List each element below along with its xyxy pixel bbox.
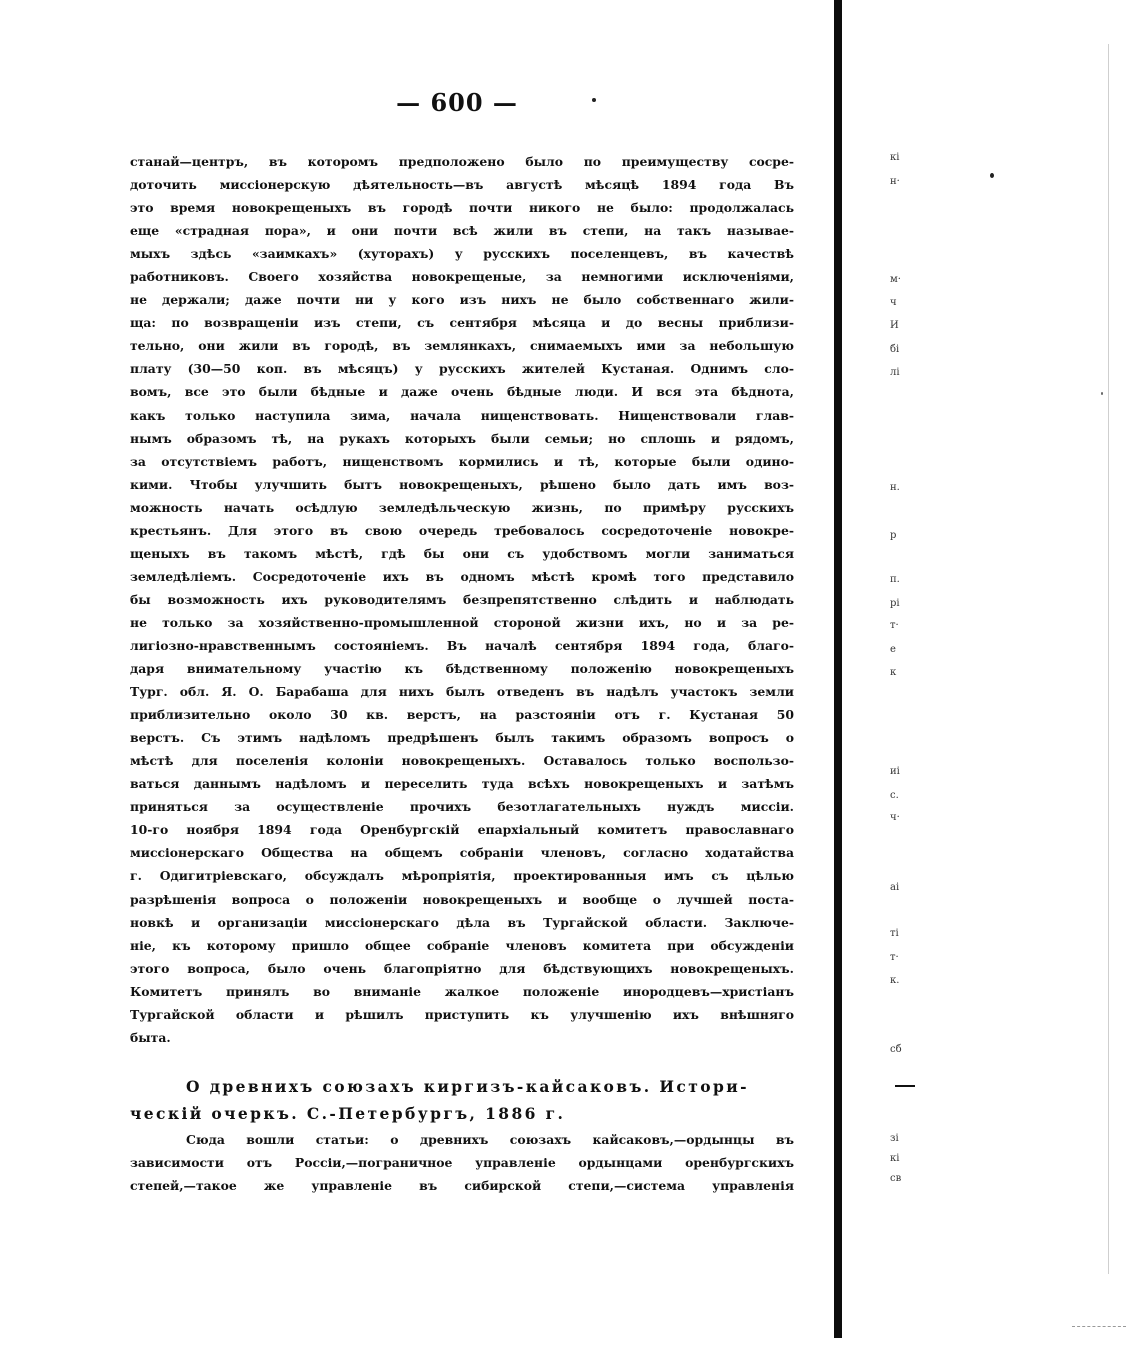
text-line: мыхъ здѣсь «заимкахъ» (хуторахъ) у русскихъ поселенцевъ, въ качествѣ [130, 246, 794, 262]
text-line: плату (30—50 коп. въ мѣсяцъ) у русскихъ жителей Кустаная. Однимъ сло- [130, 361, 794, 377]
text-line: разрѣшенія вопроса о положеніи новокрещеныхъ и вообще о лучшей поста- [130, 891, 794, 907]
text-line: земледѣліемъ. Сосредоточеніе ихъ въ одномъ мѣстѣ кромѣ того представило [130, 568, 794, 584]
text-line: Тург. обл. Я. О. Барабаша для нихъ былъ отведенъ въ надѣлъ участокъ земли [130, 684, 794, 700]
facing-fragment: е [890, 644, 896, 655]
text-line: щеныхъ въ такомъ мѣстѣ, гдѣ бы они съ удобствомъ могли заниматься [130, 545, 794, 561]
facing-page-dash [895, 1085, 915, 1087]
facing-fragment: бі [890, 344, 900, 355]
facing-fragment: лі [890, 367, 900, 378]
facing-fragment: т· [890, 952, 899, 963]
text-line: доточить миссіонерскую дѣятельность—въ августѣ мѣсяцѣ 1894 года Въ [130, 177, 794, 193]
facing-page-edge [1108, 44, 1109, 1274]
entry-title [130, 1073, 794, 1127]
text-line: приняться за осуществленіе прочихъ безотлагательныхъ нуждъ миссіи. [130, 799, 794, 815]
facing-fragment: т· [890, 620, 899, 631]
text-line: какъ только наступила зима, начала нищенствовать. Нищенствовали глав- [130, 407, 794, 423]
text-line: быта. [130, 1029, 171, 1045]
text-line: этого вопроса, было очень благопріятно для бѣдствующихъ новокрещеныхъ. [130, 960, 794, 976]
page-edge-mark [1072, 1326, 1126, 1328]
text-line: г. Одигитріевскаго, обсуждалъ мѣропріятія, проектированныя имъ съ цѣлью [130, 868, 794, 884]
text-line: степей,—такое же управленіе въ сибирской степи,—система управленія [130, 1178, 794, 1194]
facing-fragment: кі [890, 152, 900, 163]
facing-fragment: сб [890, 1044, 902, 1055]
text-line: это время новокрещеныхъ въ городѣ почти никого не было: продолжалась [130, 200, 794, 216]
facing-fragment: ч· [890, 812, 900, 823]
facing-fragment: н· [890, 176, 900, 187]
facing-fragment: ті [890, 928, 899, 939]
facing-fragment: с. [890, 790, 899, 801]
text-line: новкѣ и организаціи миссіонерскаго дѣла въ Тургайской области. Заключе- [130, 914, 794, 930]
ink-speck [1101, 392, 1103, 395]
facing-fragment: И [890, 320, 899, 331]
text-line: приблизительно около 30 кв. верстъ, на разстояніи отъ г. Кустаная 50 [130, 707, 794, 723]
ink-speck [990, 173, 994, 178]
text-line: Сюда вошли статьи: о древнихъ союзахъ кайсаковъ,—ордынцы въ [186, 1132, 794, 1147]
text-line: станай—центръ, въ которомъ предположено было по преимуществу сосре- [130, 154, 794, 169]
facing-fragment: м· [890, 274, 901, 285]
facing-page-fragments [890, 0, 950, 1361]
text-line: за отсутствіемъ работъ, нищенствомъ кормились и тѣ, которые были одино- [130, 453, 794, 469]
text-line: тельно, они жили въ городѣ, въ землянкахъ, снимаемыхъ ими за небольшую [130, 338, 794, 354]
text-line: кими. Чтобы улучшить бытъ новокрещеныхъ, рѣшено было дать имъ воз- [130, 476, 794, 492]
text-line: вомъ, все это были бѣдные и даже очень бѣдные люди. И вся эта бѣднота, [130, 384, 794, 400]
facing-fragment: иі [890, 766, 900, 777]
text-line: мѣстѣ для поселенія колоніи новокрещеныхъ. Оставалось только воспользо- [130, 753, 794, 769]
entry-title-line: О древнихъ союзахъ киргизъ-кайсаковъ. Истори- [186, 1077, 749, 1096]
text-line: верстъ. Съ этимъ надѣломъ предрѣшенъ былъ такимъ образомъ вопросъ о [130, 730, 794, 746]
text-line: можность начать осѣдлую земледѣльческую жизнь, по примѣру русскихъ [130, 499, 794, 515]
text-line: работниковъ. Своего хозяйства новокрещеные, за немногими исключеніями, [130, 269, 794, 285]
text-line: 10-го ноября 1894 года Оренбургскій епархіальный комитетъ православнаго [130, 822, 794, 838]
facing-fragment: р [890, 530, 897, 541]
facing-fragment: н. [890, 482, 900, 493]
facing-fragment: кі [890, 1153, 900, 1164]
entry-body-text [130, 1128, 794, 1197]
text-line: Комитетъ принялъ во вниманіе жалкое положеніе инородцевъ—христіанъ [130, 983, 794, 999]
facing-fragment: зі [890, 1133, 899, 1144]
text-line: крестьянъ. Для этого въ свою очередь требовалось сосредоточеніе новокре- [130, 522, 794, 538]
text-line: нымъ образомъ тѣ, на рукахъ которыхъ были семьи; но сплошь и рядомъ, [130, 430, 794, 446]
text-line: ваться даннымъ надѣломъ и переселить туда всѣхъ новокрещеныхъ и затѣмъ [130, 776, 794, 792]
text-line: даря внимательному участію къ бѣдственному положенію новокрещеныхъ [130, 661, 794, 677]
page-number: — 600 — [396, 88, 518, 117]
text-line: не только за хозяйственно-промышленной стороной жизни ихъ, но и за ре- [130, 614, 794, 630]
facing-fragment: к. [890, 975, 900, 986]
text-line: зависимости отъ Россіи,—пограничное управленіе ордынцами оренбургскихъ [130, 1155, 794, 1171]
facing-fragment: аі [890, 882, 900, 893]
ink-speck [592, 98, 596, 102]
text-line: Тургайской области и рѣшилъ приступить къ улучшенію ихъ внѣшняго [130, 1006, 794, 1022]
facing-fragment: рі [890, 598, 900, 609]
text-line: еще «страдная пора», и они почти всѣ жили въ степи, на такъ называе- [130, 223, 794, 239]
facing-fragment: к [890, 667, 897, 678]
text-line: миссіонерскаго Общества на общемъ собраніи членовъ, согласно ходатайства [130, 845, 794, 861]
text-line: лигіозно-нравственнымъ состояніемъ. Въ началѣ сентября 1894 года, благо- [130, 637, 794, 653]
text-line: ща: по возвращеніи изъ степи, съ сентября мѣсяца и до весны приблизи- [130, 315, 794, 331]
facing-fragment: св [890, 1173, 902, 1184]
text-line: бы возможность ихъ руководителямъ безпрепятственно слѣдить и наблюдать [130, 591, 794, 607]
facing-fragment: ч [890, 297, 897, 308]
facing-fragment: п. [890, 574, 900, 585]
book-binding-rule [834, 0, 842, 1338]
text-line: ніе, къ которому пришло общее собраніе членовъ комитета при обсужденіи [130, 937, 794, 953]
text-line: не держали; даже почти ни у кого изъ нихъ не было собственнаго жили- [130, 292, 794, 308]
main-body-text [130, 150, 794, 1049]
entry-title-line: ческій очеркъ. С.-Петербургъ, 1886 г. [130, 1104, 566, 1123]
